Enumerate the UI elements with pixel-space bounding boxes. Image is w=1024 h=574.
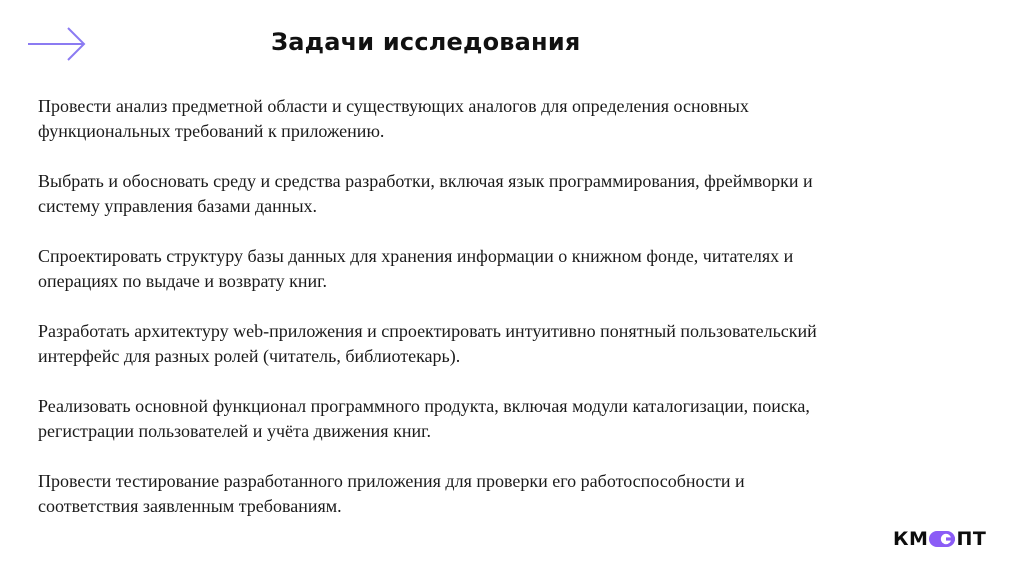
logo-o-mark-icon bbox=[929, 531, 955, 547]
task-line: операциях по выдаче и возврату книг. bbox=[38, 271, 327, 291]
arrow-right-icon bbox=[26, 26, 88, 62]
task-line: Выбрать и обосновать среду и средства разработки, включая язык программирования, фреймворки и bbox=[38, 171, 813, 191]
task-line: Разработать архитектуру web-приложения и спроектировать интуитивно понятный пользовательский bbox=[38, 321, 817, 341]
logo bbox=[893, 527, 986, 551]
task-item bbox=[38, 319, 998, 369]
logo-text-right: ПТ bbox=[956, 528, 987, 550]
task-line: Провести анализ предметной области и существующих аналогов для определения основных bbox=[38, 96, 749, 116]
task-item bbox=[38, 169, 998, 219]
task-line: Реализовать основной функционал программного продукта, включая модули каталогизации, поиска, bbox=[38, 396, 810, 416]
task-list bbox=[38, 94, 998, 544]
task-line: систему управления базами данных. bbox=[38, 196, 318, 216]
task-line: регистрации пользователей и учёта движения книг. bbox=[38, 421, 431, 441]
page-title: Задачи исследования bbox=[271, 28, 581, 56]
task-line: соответствия заявленным требованиям. bbox=[38, 496, 342, 516]
task-item bbox=[38, 394, 998, 444]
task-item bbox=[38, 94, 998, 144]
task-item bbox=[38, 469, 998, 519]
logo-text-left: КМ bbox=[893, 528, 929, 550]
task-line: интерфейс для разных ролей (читатель, библиотекарь). bbox=[38, 346, 461, 366]
task-line: Спроектировать структуру базы данных для хранения информации о книжном фонде, читателях и bbox=[38, 246, 794, 266]
task-item bbox=[38, 244, 998, 294]
task-line: функциональных требований к приложению. bbox=[38, 121, 385, 141]
task-line: Провести тестирование разработанного приложения для проверки его работоспособности и bbox=[38, 471, 745, 491]
